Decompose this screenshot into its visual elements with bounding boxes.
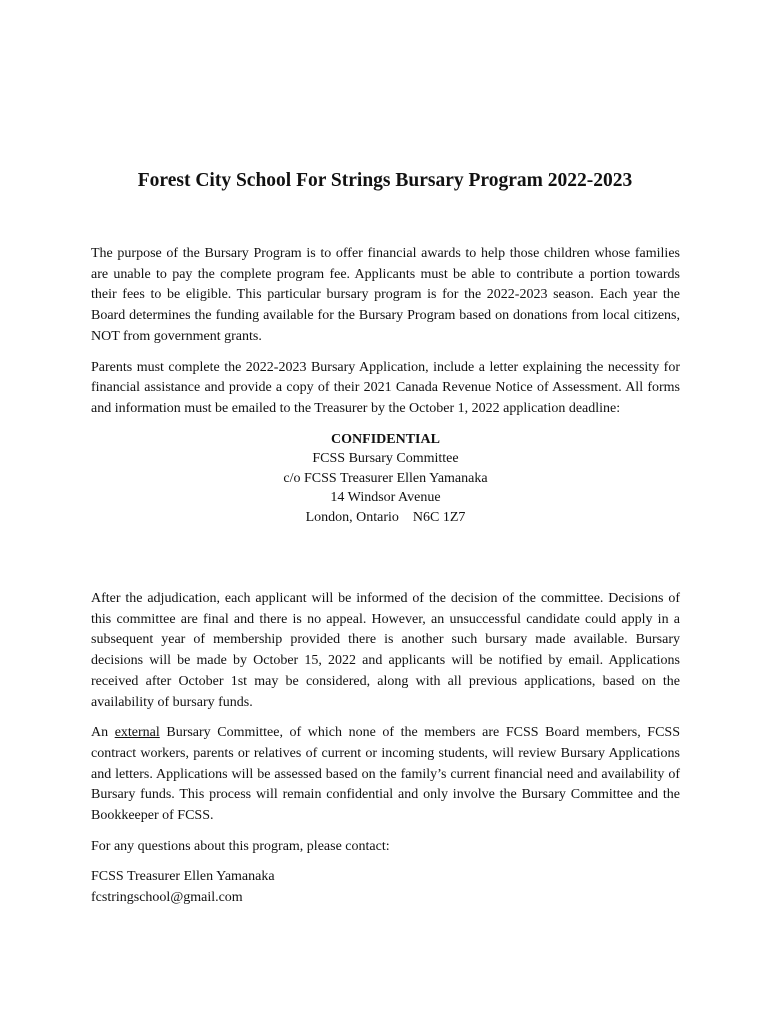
address-city: London, Ontario N6C 1Z7 (305, 510, 466, 525)
intro-section (91, 244, 680, 528)
external-rest: Bursary Committee, of which none of the members are FCSS Board members, FCSS contract workers, parents or relatives of current or incoming students, will review Bursary Applications and letters. Applications will be assessed based on the family’s current financial need and availability of Bursary funds. This process will remain confidential and only involve the Bursary Committee and the Bookkeeper of FCSS. (91, 725, 680, 824)
application-paragraph: Parents must complete the 2022-2023 Bursary Application, include a letter explaining the necessity for financial assistance and provide a copy of their 2021 Canada Revenue Notice of Assessment. All forms and information must be emailed to the Treasurer by the October 1, 2022 application deadline: (91, 359, 680, 416)
adjudication-paragraph: After the adjudication, each applicant will be informed of the decision of the committee. Decisions of this committee are final and there is no appeal. However, an unsuccessful candidate could apply in a subsequent year of membership provided there is another such bursary made available. Bursary decisions will be made by October 15, 2022 and applicants will be notified by email. Applications received after October 1st may be considered, along with all previous applications, based on the availability of bursary funds. (91, 591, 680, 710)
external-prefix: An (91, 725, 115, 741)
address-street: 14 Windsor Avenue (330, 490, 441, 506)
external-committee-paragraph (91, 723, 680, 827)
details-section (91, 589, 680, 909)
confidential-label: CONFIDENTIAL (331, 431, 440, 447)
external-underlined: external (114, 725, 160, 741)
contact-prompt: For any questions about this program, please contact: (91, 838, 390, 854)
contact-email: fcstringschool@gmail.com (91, 890, 243, 906)
address-attention: c/o FCSS Treasurer Ellen Yamanaka (283, 470, 488, 486)
purpose-paragraph: The purpose of the Bursary Program is to offer financial awards to help those children whose families are unable to pay the complete program fee. Applicants must be able to contribute a portion towards their fees to be eligible. This particular bursary program is for the 2022-2023 season. Each year the Board determines the funding available for the Bursary Program based on donations from local citizens, NOT from government grants. (91, 246, 680, 344)
contact-block (91, 867, 680, 908)
address-committee: FCSS Bursary Committee (312, 451, 459, 467)
contact-name: FCSS Treasurer Ellen Yamanaka (91, 869, 275, 885)
document-title: Forest City School For Strings Bursary Program 2022-2023 (137, 170, 633, 191)
mailing-address (91, 430, 680, 528)
